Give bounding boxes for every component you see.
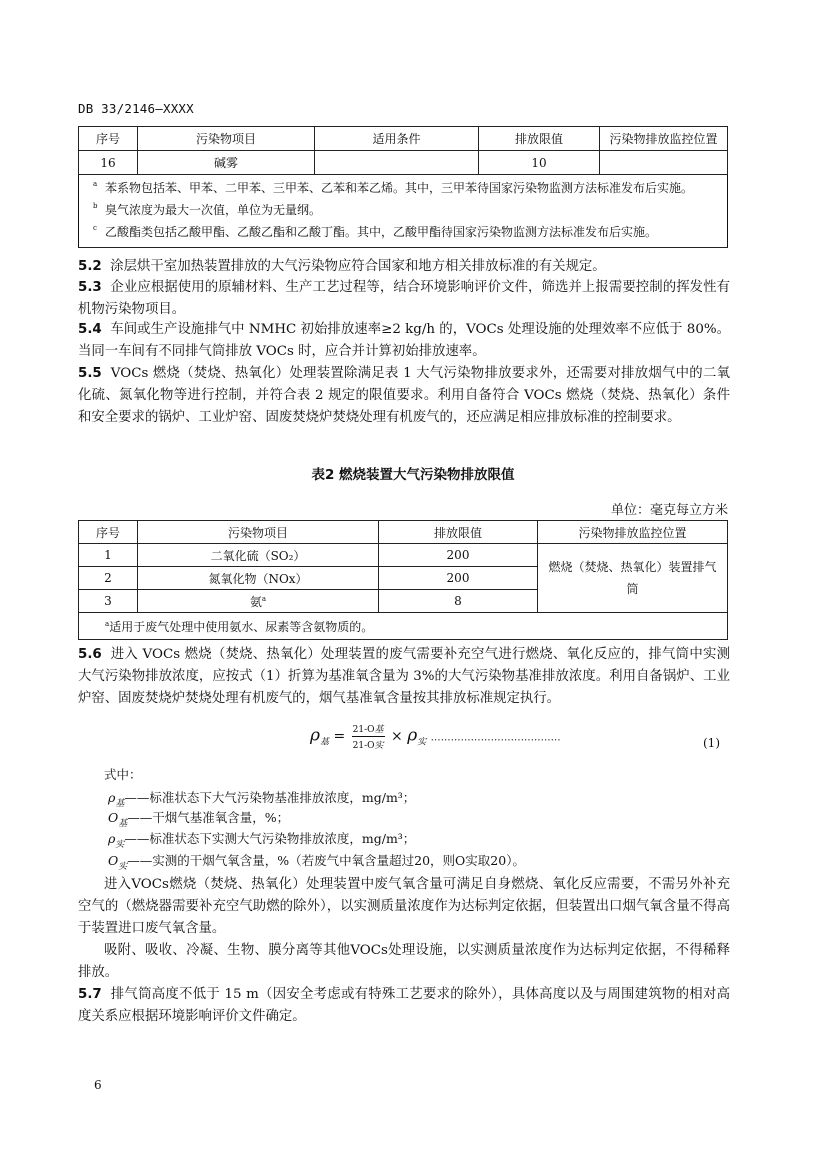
table1-header-row <box>79 127 728 151</box>
table2-caption: 表2 燃烧装置大气污染物排放限值 <box>311 467 515 483</box>
table2-col-no: 序号 <box>79 521 138 544</box>
table2-cell-no: 2 <box>79 567 138 590</box>
section-5-4: 5.4 车间或生产设施排气中 NMHC 初始排放速率≥2 kg/h 的，VOCs 处理设施的处理效率不应低于 80%。当同一车间有不同排气筒排放 VOCs 时，应合并计算初始排放速率。 <box>78 322 730 359</box>
table1-cell-location <box>600 151 728 175</box>
table-row <box>79 544 728 567</box>
table1-cell-condition <box>315 151 479 175</box>
section-5-3: 5.3 企业应根据使用的原辅材料、生产工艺过程等，结合环境影响评价文件，筛选并上报需要控制的挥发性有机物污染物项目。 <box>78 280 731 317</box>
table1-cell-item: 碱雾 <box>138 151 315 175</box>
table2-cell-limit: 200 <box>379 567 538 590</box>
paragraph-oxygen: 进入VOCs燃烧（焚烧、热氧化）处理装置中废气氧含量可满足自身燃烧、氧化反应需要，不需另外补充空气的（燃烧器需要补充空气助燃的除外），以实测质量浓度作为达标判定依据，但装置出口烟气氧含量不得高于装置进口废气氧含量。 <box>78 877 730 936</box>
definition-item: $\rho_基——$标准状态下大气污染物基准排放浓度，mg/m³； <box>108 790 416 809</box>
definition-item: $O_基——$干烟气基准氧含量，%； <box>108 810 290 829</box>
formula-rhs-symbol: ρ <box>407 725 418 746</box>
table2-cell-limit: 200 <box>379 544 538 567</box>
formula-number: (1) <box>703 736 720 750</box>
formula-1: $\rho_基$ = $\frac{\text{21-O基}}{\text{21-O实}}$ × $\rho_实$ ………………………………… (1) <box>310 722 730 772</box>
table2-cell-no: 1 <box>79 544 138 567</box>
table2-cell-item: 氨$^a$ <box>138 590 379 613</box>
table2-col-location: 污染物排放监控位置 <box>538 521 728 544</box>
table2-col-item: 污染物项目 <box>138 521 379 544</box>
formula-leader-dots: ………………………………… <box>430 732 561 744</box>
table1-note-c: c 乙酸酯类包括乙酸甲酯、乙酸乙酯和乙酸丁酯。其中，乙酸甲酯待国家污染物监测方法标准发布后实施。 <box>93 224 658 239</box>
formula-rhs-sub: 实 <box>417 737 427 748</box>
table1-cell-limit: 10 <box>479 151 600 175</box>
table1 <box>78 126 728 248</box>
section-5-5: 5.5 VOCs 燃烧（焚烧、热氧化）处理装置除满足表 1 大气污染物排放要求外，还需要对排放烟气中的二氧化硫、氮氧化物等进行控制，并符合表 2 规定的限值要求。利用自备符合 VOCs 燃烧（焚烧、热氧化）条件和安全要求的锅炉、工业炉窑、固废焚烧炉焚烧处理有机废气的，还应满足相应排放标准的控制要求。 <box>78 366 730 425</box>
table2-unit: 单位：毫克每立方米 <box>610 503 728 518</box>
table2-cell-no: 3 <box>79 590 138 613</box>
definitions-intro: 式中： <box>104 767 142 782</box>
definition-item: $\rho_实——$标准状态下实测大气污染物排放浓度，mg/m³； <box>108 831 416 850</box>
section-5-7: 5.7 排气筒高度不低于 15 m（因安全考虑或有特殊工艺要求的除外），具体高度以及与周围建筑物的相对高度关系应根据环境影响评价文件确定。 <box>78 987 731 1024</box>
table1-col-item: 污染物项目 <box>138 127 315 151</box>
table1-col-no: 序号 <box>79 127 138 151</box>
formula-fraction: $\frac{\text{21-O基}}{\text{21-O实}}$ <box>352 722 385 751</box>
paragraph-other-facilities: 吸附、吸收、冷凝、生物、膜分离等其他VOCs处理设施，以实测质量浓度作为达标判定依据，不得稀释排放。 <box>78 943 730 980</box>
table2-col-limit: 排放限值 <box>379 521 538 544</box>
table2-cell-limit: 8 <box>379 590 538 613</box>
definition-item: $O_实——$实测的干烟气氧含量，%（若废气中氧含量超过20，则O实取20）。 <box>108 853 525 872</box>
table1-note-a: a 苯系物包括苯、甲苯、二甲苯、三甲苯、乙苯和苯乙烯。其中，三甲苯待国家污染物监测方法标准发布后实施。 <box>93 180 694 195</box>
table1-note-b: b 臭气浓度为最大一次值，单位为无量纲。 <box>93 202 322 217</box>
table1-col-condition: 适用条件 <box>315 127 479 151</box>
table1-col-location: 污染物排放监控位置 <box>600 127 728 151</box>
table2-cell-item: 二氧化硫（SO₂） <box>138 544 379 567</box>
table2-cell-location: 燃烧（焚烧、热氧化）装置排气筒 <box>538 544 728 613</box>
table-row <box>79 151 728 175</box>
section-5-2: 5.2 涂层烘干室加热装置排放的大气污染物应符合国家和地方相关排放标准的有关规定。 <box>78 259 606 274</box>
table1-cell-no: 16 <box>79 151 138 175</box>
formula-times: × <box>391 728 403 745</box>
formula-lhs-symbol: ρ <box>310 725 320 746</box>
table2 <box>78 520 728 640</box>
table1-notes <box>79 175 728 248</box>
table2-cell-item: 氮氧化物（NOx） <box>138 567 379 590</box>
page-number: 6 <box>94 1078 102 1092</box>
table2-note: $^a$适用于废气处理中使用氨水、尿素等含氨物质的。 <box>79 613 728 640</box>
section-5-6: 5.6 进入 VOCs 燃烧（焚烧、热氧化）处理装置的废气需要补充空气进行燃烧、氧化反应的，排气筒中实测大气污染物排放浓度，应按式（1）折算为基准氧含量为 3%的大气污染物基准排放浓度。利用自备锅炉、工业炉窑、固废焚烧炉焚烧处理有机废气的，烟气基准氧含量按其排放标准规定执行。 <box>78 647 730 706</box>
table1-notes-row <box>79 175 728 248</box>
formula-lhs-sub: 基 <box>320 737 330 748</box>
table1-col-limit: 排放限值 <box>479 127 600 151</box>
standard-code: DB 33/2146—XXXX <box>78 101 194 116</box>
table2-header-row <box>79 521 728 544</box>
table2-note-row <box>79 613 728 640</box>
